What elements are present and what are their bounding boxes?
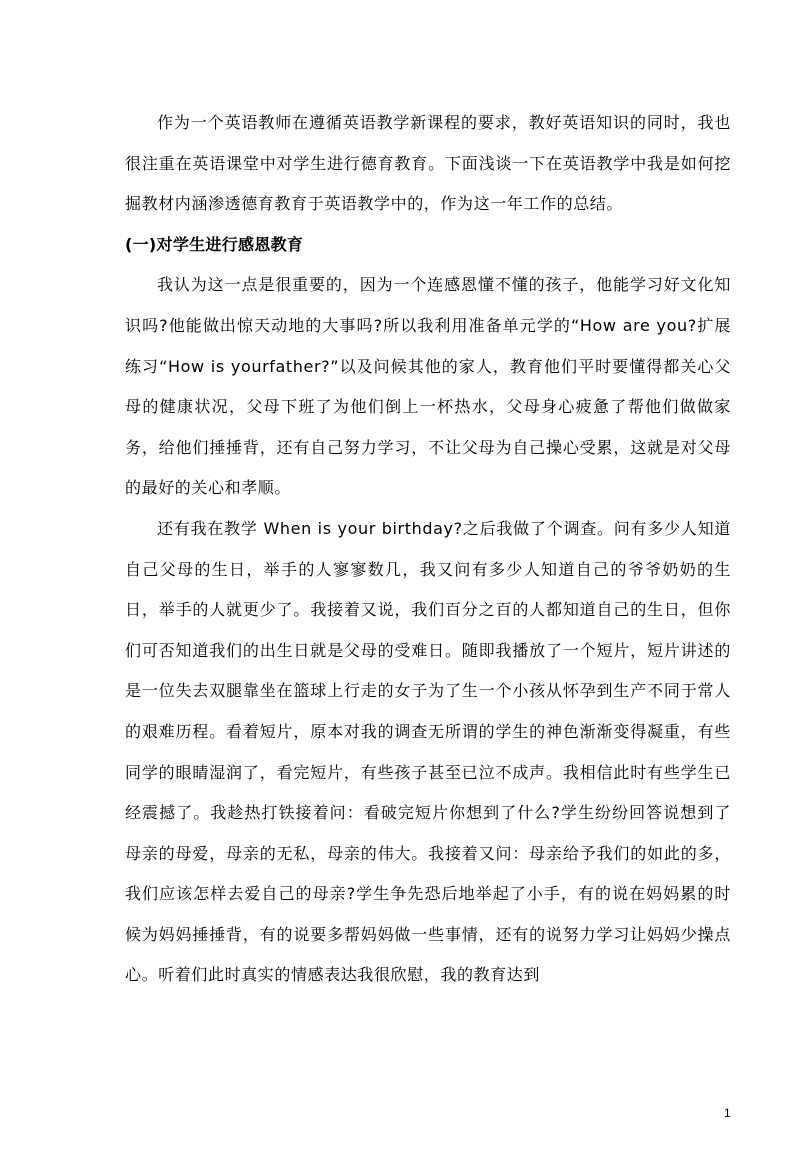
section-heading: (一)对学生进行感恩教育: [125, 234, 304, 254]
intro-paragraph: 作为一个英语教师在遵循英语教学新课程的要求，教好英语知识的同时，我也很注重在英语课堂中对学生进行德育教育。下面浅谈一下在英语教学中我是如何挖掘教材内涵渗透德育教育于英语教学中的，作为这一年工作的总结。: [125, 113, 731, 214]
body-paragraph-1: 我认为这一点是很重要的，因为一个连感恩懂不懂的孩子，他能学习好文化知识吗?他能做出惊天动地的大事吗?所以我利用准备单元学的“How are you?扩展练习“How is yourfather?”以及问候其他的家人，教育他们平时要懂得都关心父母的健康状况，父母下班了为他们倒上一杯热水，父母身心疲惫了帮他们做做家务，给他们捶捶背，还有自己努力学习，不让父母为自己操心受累，这就是对父母的最好的关心和孝顺。: [125, 275, 731, 498]
page-number: 1: [724, 1106, 731, 1120]
body-paragraph-2: 还有我在教学 When is your birthday?之后我做了个调查。问有多少人知道自己父母的生日，举手的人寥寥数几，我又问有多少人知道自己的爷爷奶奶的生日，举手的人就更少了。我接着又说，我们百分之百的人都知道自己的生日，但你们可否知道我们的出生日就是父母的受难日。随即我播放了一个短片，短片讲述的是一位失去双腿靠坐在篮球上行走的女子为了生一个小孩从怀孕到生产不同于常人的艰难历程。看着短片，原本对我的调查无所谓的学生的神色渐渐变得凝重，有些同学的眼睛湿润了，看完短片，有些孩子甚至已泣不成声。我相信此时有些学生已经震撼了。我趁热打铁接着问：看破完短片你想到了什么?学生纷纷回答说想到了母亲的母爱，母亲的无私，母亲的伟大。我接着又问：母亲给予我们的如此的多，我们应该怎样去爱自己的母亲?学生争先恐后地举起了小手，有的说在妈妈累的时候为妈妈捶捶背，有的说要多帮妈妈做一些事情，还有的说努力学习让妈妈少操点心。听着们此时真实的情感表达我很欣慰，我的教育达到: [125, 518, 731, 985]
document-body: [125, 103, 731, 996]
